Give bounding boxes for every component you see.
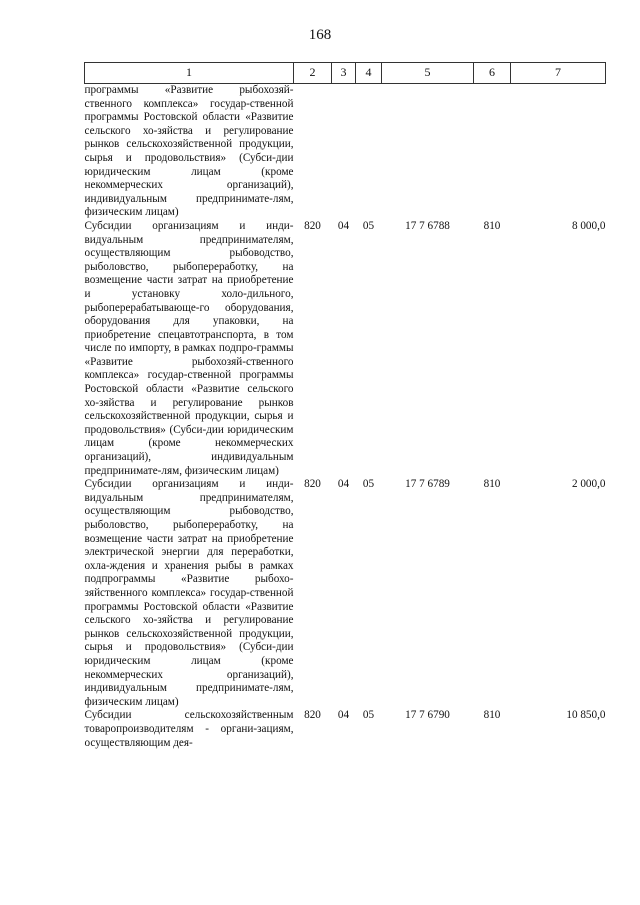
- table-row: [85, 220, 606, 478]
- row-description: Субсидии организациям и инди-видуальным предпринимателям, осуществляющим рыбоводство, рыболовство, рыбопереработку, на возмещение части затрат на приобретение электрической энергии для переработки, охла-ждения и хранения рыбы в рамках подпрограммы «Развитие рыбохо-зяйственного комплекса» государ-ственной программы Ростовской области «Развитие сельского хо-зяйства и регулирование рынков сельскохозяйственной продукции, сырья и продовольствия» (Субси-дии юридическим лицам (кроме некоммерческих организаций), индивидуальным предпринимате-лям, физическим лицам): [84, 478, 294, 708]
- table-header-row: [85, 63, 606, 84]
- row-target-article: [382, 84, 474, 220]
- row-subsection-code: 05: [362, 219, 375, 232]
- row-ministry-code: 820: [304, 709, 321, 722]
- column-header-7: 7: [511, 63, 606, 84]
- row-description: Субсидии сельскохозяйственным товаропроизводителям - органи-зациям, осуществляющим дея-: [84, 709, 294, 749]
- row-amount: 2 000,0: [571, 478, 606, 491]
- row-target-article: 17 7 6788: [405, 219, 450, 232]
- page-number: 168: [308, 27, 332, 43]
- row-description: программы «Развитие рыбохозяй-ственного комплекса» государ-ственной программы Ростовской области «Развитие сельского хо-зяйства и регулирование рынков сельскохозяйственной продукции, сырья и продовольствия» (Субси-дии юридическим лицам (кроме некоммерческих организаций), индивидуальным предпринимате-лям, физическим лицам): [84, 84, 294, 219]
- row-amount: [511, 84, 606, 220]
- row-target-article: 17 7 6790: [405, 709, 450, 722]
- row-expense-type: 810: [483, 709, 501, 722]
- column-header-1: 1: [85, 63, 294, 84]
- row-ministry-code: 820: [304, 478, 321, 491]
- row-expense-type: [474, 84, 511, 220]
- row-amount: 10 850,0: [566, 709, 606, 722]
- table-row: [85, 84, 606, 220]
- row-section-code: 04: [337, 709, 350, 722]
- row-section-code: 04: [337, 219, 350, 232]
- row-ministry-code: 820: [304, 219, 321, 232]
- column-header-5: 5: [382, 63, 474, 84]
- column-header-6: 6: [474, 63, 511, 84]
- column-header-3: 3: [332, 63, 356, 84]
- row-ministry-code: [294, 84, 332, 220]
- row-expense-type: 810: [483, 219, 501, 232]
- row-section-code: 04: [337, 478, 350, 491]
- table-row: [85, 478, 606, 709]
- row-subsection-code: 05: [362, 709, 375, 722]
- row-amount: 8 000,0: [571, 219, 606, 232]
- row-section-code: [332, 84, 356, 220]
- row-target-article: 17 7 6789: [405, 478, 450, 491]
- row-subsection-code: [356, 84, 382, 220]
- column-header-2: 2: [294, 63, 332, 84]
- column-header-4: 4: [356, 63, 382, 84]
- row-expense-type: 810: [483, 478, 501, 491]
- row-description: Субсидии организациям и инди-видуальным предпринимателям, осуществляющим рыбоводство, рыболовство, рыбопереработку, на возмещение части затрат на приобретение и установку холо-дильного, рыбоперерабатывающе-го оборудования, оборудования для упаковки, на приобретение спецавтотранспорта, в том числе по импорту, в рамках подпро-граммы «Развитие рыбохозяй-ственного комплекса» государ-ственной программы Ростовской области «Развитие сельского хо-зяйства и регулирование рынков сельскохозяйственной продукции, сырья и продовольствия» (Субси-дии юридическим лицам (кроме некоммерческих организаций), индивидуальным предпринимате-лям, физическим лицам): [84, 219, 294, 477]
- table-row: [85, 709, 606, 750]
- budget-table: [84, 62, 606, 750]
- row-subsection-code: 05: [362, 478, 375, 491]
